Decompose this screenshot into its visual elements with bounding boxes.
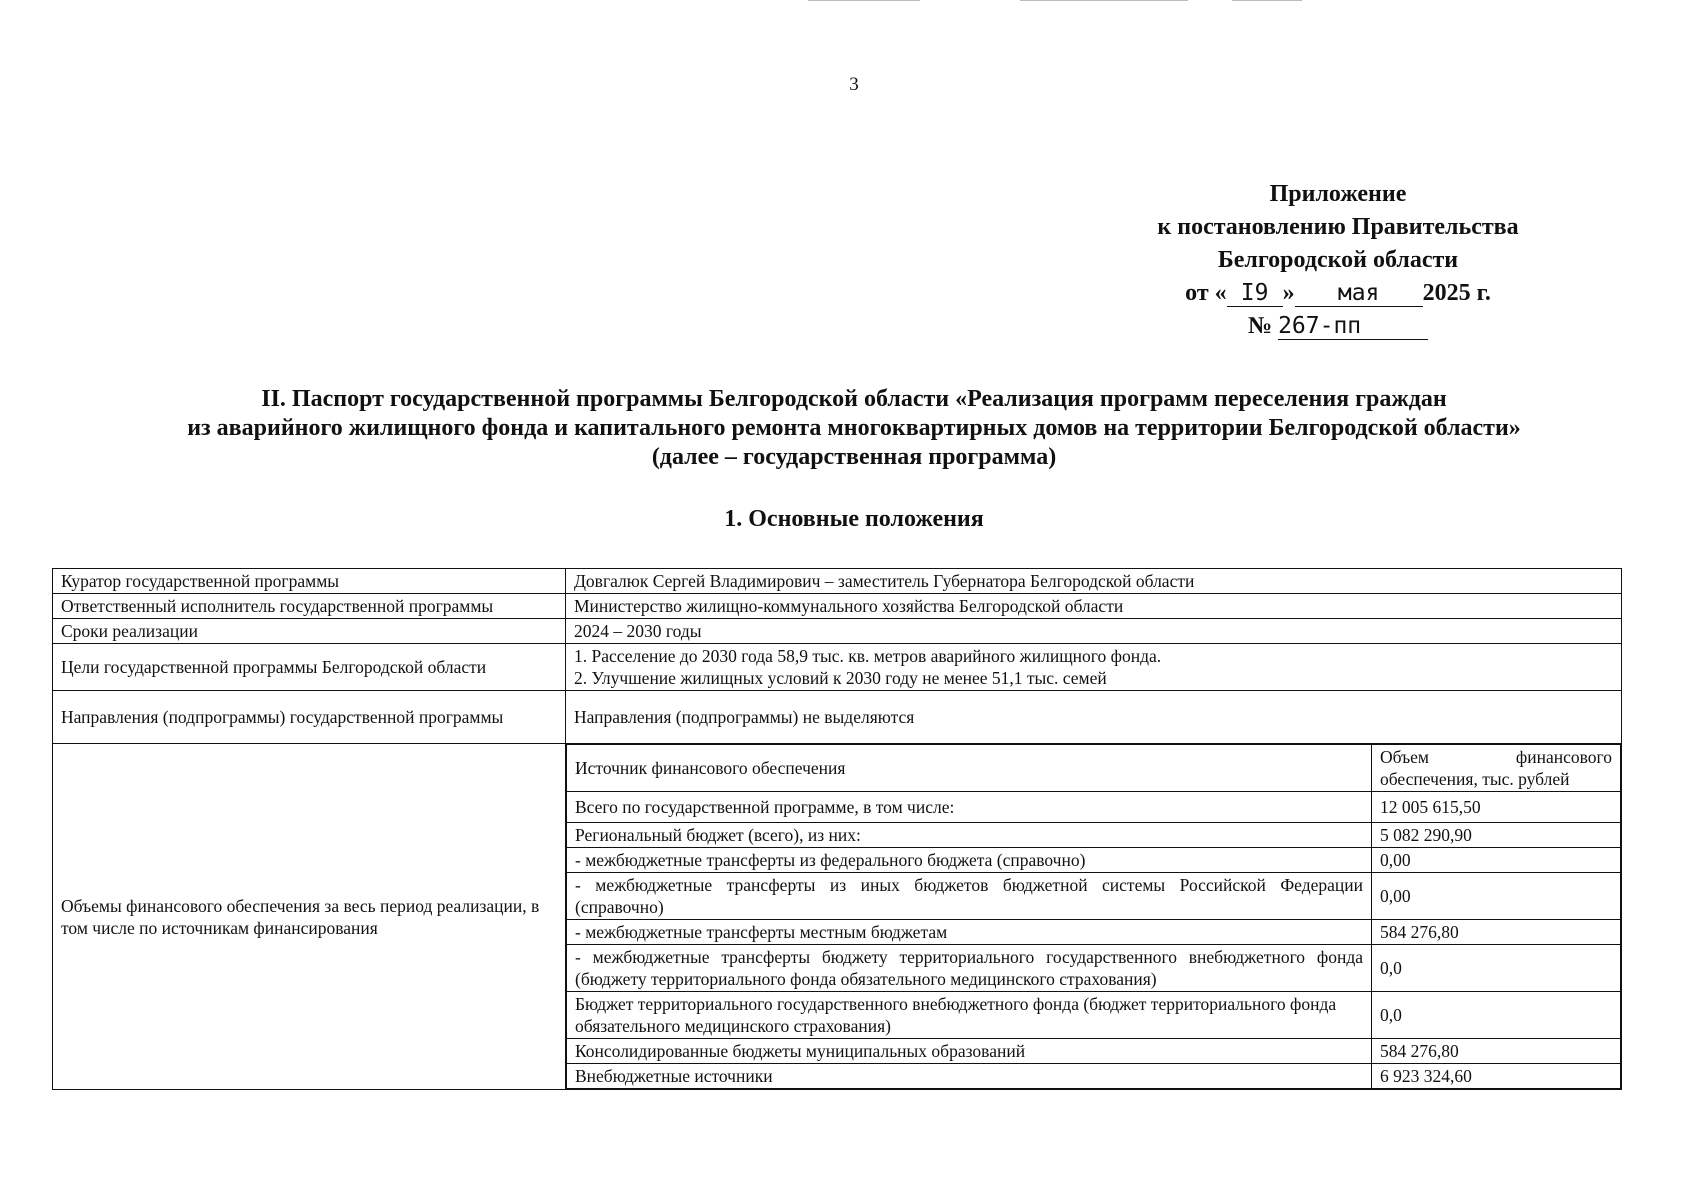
row-value: Министерство жилищно-коммунального хозяйства Белгородской области <box>566 594 1622 619</box>
financing-amount: 6 923 324,60 <box>1372 1064 1621 1089</box>
table-row <box>53 644 1622 691</box>
date-prefix: от « <box>1185 280 1227 306</box>
financing-row <box>567 792 1621 823</box>
financing-source: Бюджет территориального государственного внебюджетного фонда (бюджет территориального фонда обязательного медицинского страхования) <box>567 992 1372 1039</box>
row-value: 2024 – 2030 годы <box>566 619 1622 644</box>
financing-cell <box>566 744 1622 1090</box>
financing-source: Внебюджетные источники <box>567 1064 1372 1089</box>
financing-row <box>567 920 1621 945</box>
number-prefix: № <box>1247 313 1273 339</box>
financing-row <box>567 873 1621 920</box>
financing-source: Региональный бюджет (всего), из них: <box>567 823 1372 848</box>
financing-source: - межбюджетные трансферты из федерального бюджета (справочно) <box>567 848 1372 873</box>
financing-amount: 12 005 615,50 <box>1372 792 1621 823</box>
financing-amount: 0,0 <box>1372 992 1621 1039</box>
financing-source: - межбюджетные трансферты бюджету территориального государственного внебюджетного фонда (бюджету территориального фонда обязательного медицинского страхования) <box>567 945 1372 992</box>
financing-row <box>567 1064 1621 1089</box>
financing-source: - межбюджетные трансферты местным бюджетам <box>567 920 1372 945</box>
financing-amount: 584 276,80 <box>1372 1039 1621 1064</box>
page-number: 3 <box>849 74 859 95</box>
financing-amount: 0,00 <box>1372 848 1621 873</box>
financing-header-row <box>567 745 1621 792</box>
financing-row <box>567 848 1621 873</box>
goal-item: 2. Улучшение жилищных условий к 2030 году не менее 51,1 тыс. семей <box>574 668 1107 688</box>
appendix-heading: Приложение <box>1269 181 1407 207</box>
financing-source: - межбюджетные трансферты из иных бюджетов бюджетной системы Российской Федерации (справочно) <box>567 873 1372 920</box>
financing-row <box>567 823 1621 848</box>
goal-item: 1. Расселение до 2030 года 58,9 тыс. кв. метров аварийного жилищного фонда. <box>574 646 1162 666</box>
row-label: Направления (подпрограммы) государственной программы <box>53 691 566 744</box>
date-mid: » <box>1282 280 1295 306</box>
financing-row <box>567 945 1621 992</box>
section-title: 1. Основные положения <box>724 506 984 532</box>
row-label: Сроки реализации <box>53 619 566 644</box>
date-year: 2025 г. <box>1422 280 1491 306</box>
financing-row <box>567 1039 1621 1064</box>
appendix-resolution: к постановлению Правительства <box>1157 214 1519 240</box>
table-row <box>53 691 1622 744</box>
financing-source: Всего по государственной программе, в том числе: <box>567 792 1372 823</box>
document-title <box>0 385 1708 472</box>
financing-amount: 5 082 290,90 <box>1372 823 1621 848</box>
title-line-2: из аварийного жилищного фонда и капитального ремонта многоквартирных домов на территории Белгородской области» <box>187 415 1521 441</box>
title-line-1: II. Паспорт государственной программы Белгородской области «Реализация программ переселения граждан <box>261 386 1447 412</box>
financing-table <box>566 744 1621 1089</box>
title-line-3: (далее – государственная программа) <box>651 444 1057 470</box>
table-row <box>53 619 1622 644</box>
appendix-region: Белгородской области <box>1217 247 1459 273</box>
row-value <box>566 644 1622 691</box>
row-value: Довгалюк Сергей Владимирович – заместитель Губернатора Белгородской области <box>566 569 1622 594</box>
passport-table <box>52 568 1622 1090</box>
row-label: Куратор государственной программы <box>53 569 566 594</box>
scan-artifact-line <box>1020 0 1188 1</box>
appendix-number <box>1108 310 1568 343</box>
appendix-date <box>1108 277 1568 310</box>
financing-amount: 0,0 <box>1372 945 1621 992</box>
row-value: Направления (подпрограммы) не выделяются <box>566 691 1622 744</box>
date-day: I9 <box>1227 280 1283 307</box>
table-row <box>53 594 1622 619</box>
document-number: 267-пп <box>1278 313 1428 340</box>
financing-source: Консолидированные бюджеты муниципальных образований <box>567 1039 1372 1064</box>
financing-label: Объемы финансового обеспечения за весь период реализации, в том числе по источникам финансирования <box>53 744 566 1090</box>
row-label: Ответственный исполнитель государственной программы <box>53 594 566 619</box>
appendix-block <box>1108 178 1568 343</box>
table-row <box>53 569 1622 594</box>
date-month: мая <box>1295 280 1423 307</box>
table-row <box>53 744 1622 1090</box>
header-source: Источник финансового обеспечения <box>567 745 1372 792</box>
financing-row <box>567 992 1621 1039</box>
header-volume: Объем финансового обеспечения, тыс. рублей <box>1372 745 1621 792</box>
row-label: Цели государственной программы Белгородской области <box>53 644 566 691</box>
financing-amount: 0,00 <box>1372 873 1621 920</box>
scan-artifact-line <box>808 0 920 1</box>
scan-artifact-line <box>1232 0 1302 1</box>
financing-amount: 584 276,80 <box>1372 920 1621 945</box>
